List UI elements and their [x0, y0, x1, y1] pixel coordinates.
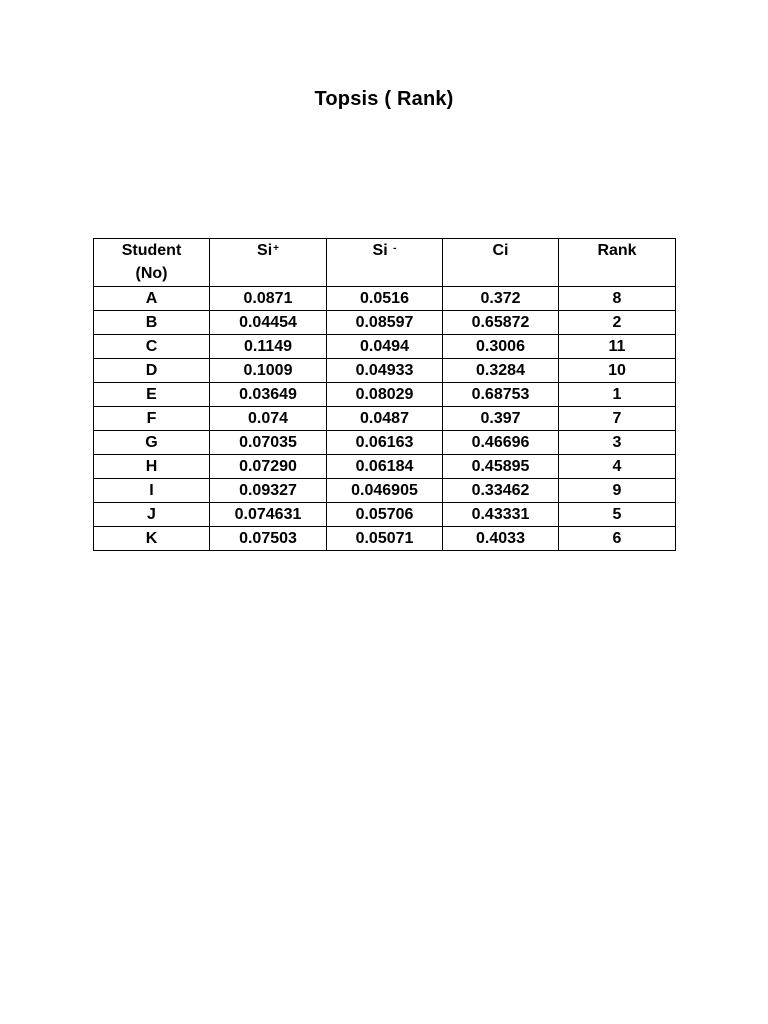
table-row: [94, 455, 676, 479]
cell-student: E: [94, 383, 210, 407]
cell-student: A: [94, 287, 210, 311]
cell-si-plus: 0.1149: [210, 335, 327, 359]
header-si-minus-superscript: -: [393, 243, 397, 254]
cell-rank: 3: [559, 431, 676, 455]
header-student-sublabel: (No): [135, 265, 168, 282]
cell-rank: 4: [559, 455, 676, 479]
header-si-plus: [210, 239, 327, 287]
table-body: [94, 287, 676, 551]
table-row: [94, 431, 676, 455]
cell-si-plus: 0.07035: [210, 431, 327, 455]
cell-si-minus: 0.08029: [327, 383, 443, 407]
table-row: [94, 335, 676, 359]
header-ci-label: Ci: [492, 242, 509, 259]
cell-student: D: [94, 359, 210, 383]
table-row: [94, 359, 676, 383]
cell-rank: 6: [559, 527, 676, 551]
cell-ci: 0.397: [443, 407, 559, 431]
cell-rank: 8: [559, 287, 676, 311]
header-student-label: Student: [121, 242, 182, 259]
cell-rank: 10: [559, 359, 676, 383]
table-row: [94, 479, 676, 503]
cell-si-minus: 0.06184: [327, 455, 443, 479]
cell-student: C: [94, 335, 210, 359]
cell-rank: 1: [559, 383, 676, 407]
cell-si-plus: 0.09327: [210, 479, 327, 503]
cell-rank: 5: [559, 503, 676, 527]
cell-student: H: [94, 455, 210, 479]
cell-ci: 0.4033: [443, 527, 559, 551]
cell-ci: 0.45895: [443, 455, 559, 479]
topsis-rank-table: [93, 238, 676, 551]
cell-si-minus: 0.0487: [327, 407, 443, 431]
cell-student: B: [94, 311, 210, 335]
table-row: [94, 527, 676, 551]
table-row: [94, 287, 676, 311]
cell-ci: 0.3284: [443, 359, 559, 383]
cell-si-minus: 0.046905: [327, 479, 443, 503]
table-header-row: [94, 239, 676, 287]
cell-ci: 0.65872: [443, 311, 559, 335]
table-row: [94, 311, 676, 335]
cell-si-minus: 0.08597: [327, 311, 443, 335]
cell-si-plus: 0.074631: [210, 503, 327, 527]
cell-si-plus: 0.07503: [210, 527, 327, 551]
table-row: [94, 503, 676, 527]
cell-student: K: [94, 527, 210, 551]
cell-si-plus: 0.1009: [210, 359, 327, 383]
cell-si-minus: 0.05706: [327, 503, 443, 527]
cell-ci: 0.43331: [443, 503, 559, 527]
cell-ci: 0.68753: [443, 383, 559, 407]
cell-si-minus: 0.06163: [327, 431, 443, 455]
cell-rank: 9: [559, 479, 676, 503]
cell-ci: 0.372: [443, 287, 559, 311]
cell-rank: 2: [559, 311, 676, 335]
cell-student: I: [94, 479, 210, 503]
page-title: Topsis ( Rank): [314, 88, 454, 110]
cell-si-minus: 0.0494: [327, 335, 443, 359]
cell-rank: 11: [559, 335, 676, 359]
cell-si-minus: 0.05071: [327, 527, 443, 551]
cell-si-plus: 0.04454: [210, 311, 327, 335]
cell-ci: 0.46696: [443, 431, 559, 455]
header-ci: [443, 239, 559, 287]
header-student: [94, 239, 210, 287]
cell-si-plus: 0.0871: [210, 287, 327, 311]
table-row: [94, 407, 676, 431]
table-row: [94, 383, 676, 407]
cell-si-plus: 0.03649: [210, 383, 327, 407]
cell-si-plus: 0.07290: [210, 455, 327, 479]
cell-si-minus: 0.0516: [327, 287, 443, 311]
cell-si-minus: 0.04933: [327, 359, 443, 383]
cell-ci: 0.3006: [443, 335, 559, 359]
cell-ci: 0.33462: [443, 479, 559, 503]
cell-student: G: [94, 431, 210, 455]
cell-rank: 7: [559, 407, 676, 431]
cell-si-plus: 0.074: [210, 407, 327, 431]
header-si-minus: [327, 239, 443, 287]
header-rank: [559, 239, 676, 287]
header-si-minus-label: Si: [372, 242, 393, 259]
cell-student: F: [94, 407, 210, 431]
cell-student: J: [94, 503, 210, 527]
header-si-plus-superscript: +: [273, 243, 279, 254]
header-si-plus-label: Si: [257, 242, 273, 259]
header-rank-label: Rank: [597, 242, 637, 259]
